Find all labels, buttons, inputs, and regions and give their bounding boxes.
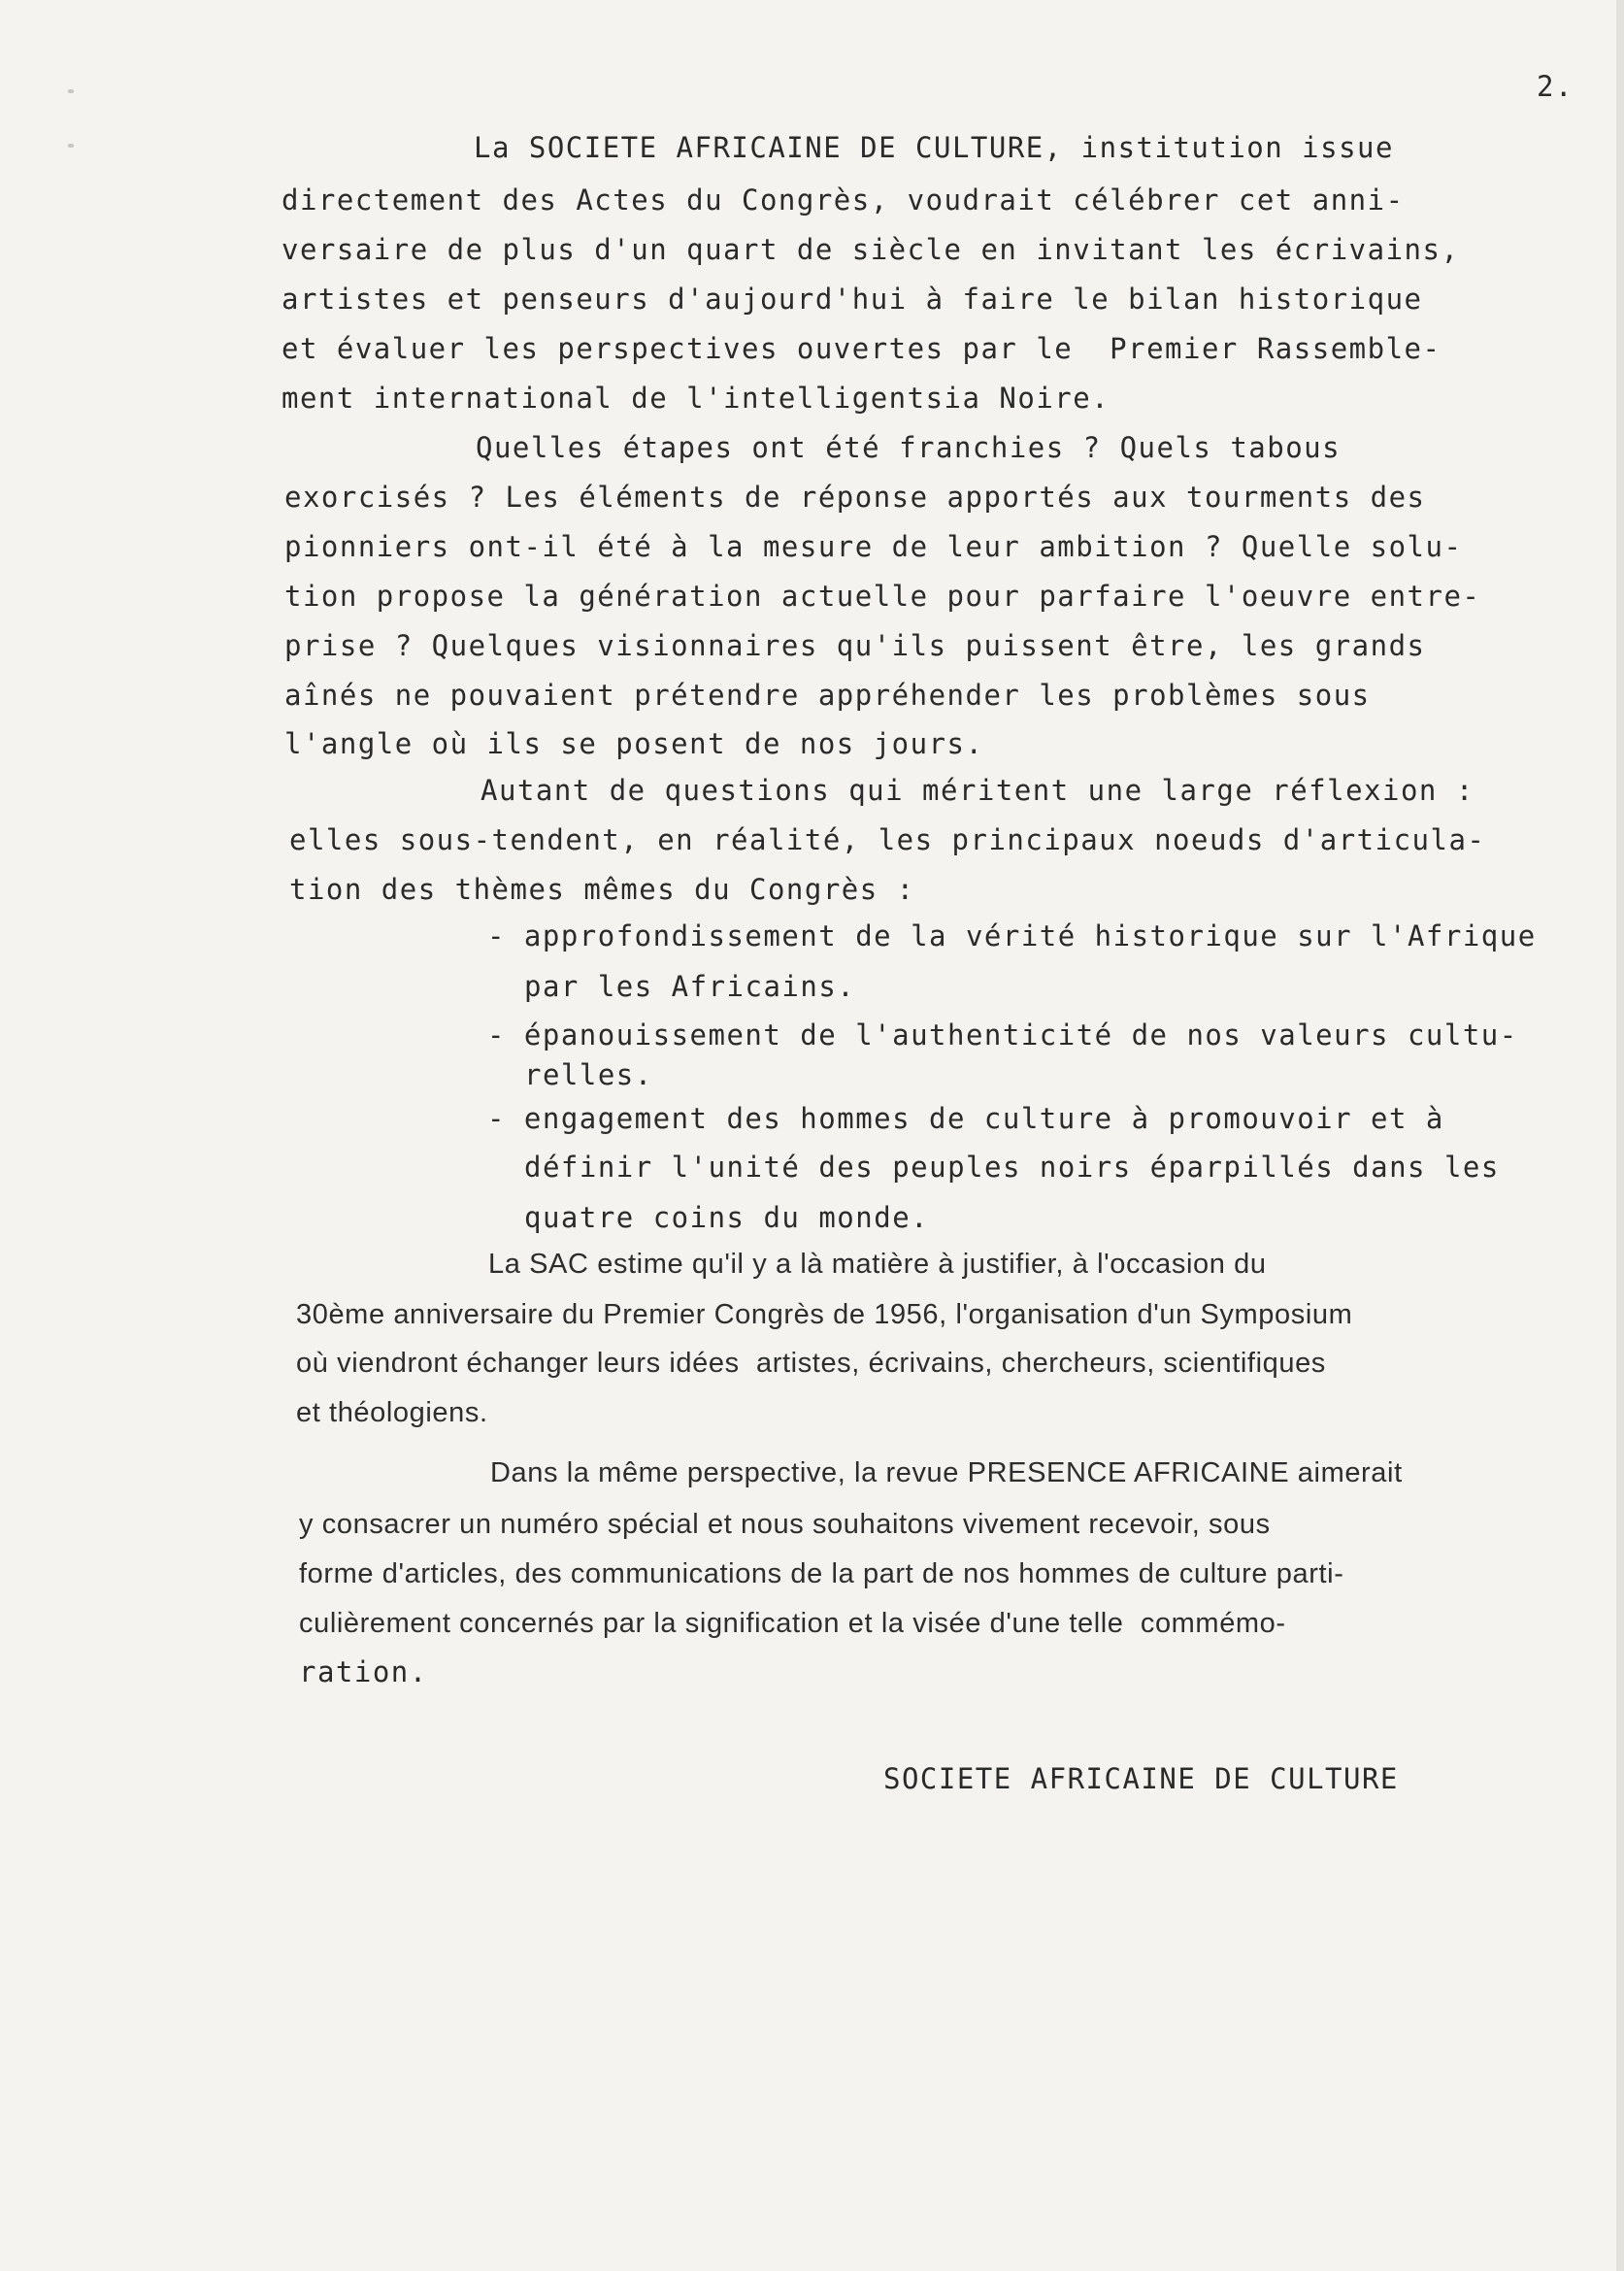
list-item-line: définir l'unité des peuples noirs éparpillés dans les [524,1151,1500,1184]
list-item-line: - engagement des hommes de culture à promouvoir et à [487,1102,1444,1135]
paragraph-2-line: aînés ne pouvaient prétendre appréhender les problèmes sous [284,679,1371,712]
paragraph-3-line: tion des thèmes mêmes du Congrès : [289,873,915,906]
paragraph-2-line: Quelles étapes ont été franchies ? Quels tabous [476,431,1342,464]
paragraph-1-line: La SOCIETE AFRICAINE DE CULTURE, institution issue [474,131,1394,164]
list-item-line: - épanouissement de l'authenticité de nos valeurs cultu- [487,1019,1518,1052]
sac-paragraph-line: et théologiens. [296,1397,488,1428]
signature-organisation: SOCIETE AFRICAINE DE CULTURE [883,1762,1399,1795]
sac-paragraph-line: 30ème anniversaire du Premier Congrès de 1956, l'organisation d'un Symposium [296,1299,1353,1330]
list-item-line: par les Africains. [524,970,856,1003]
list-item-line: quatre coins du monde. [524,1201,930,1234]
paragraph-1-line: directement des Actes du Congrès, voudrait célébrer cet anni- [282,184,1405,217]
revue-paragraph-line: Dans la même perspective, la revue PRESENCE AFRICAINE aimerait [490,1457,1403,1488]
margin-speck [68,144,74,148]
revue-paragraph-line: ration. [299,1655,428,1688]
revue-paragraph-line: culièrement concernés par la signification et la visée d'une telle commémo- [299,1608,1286,1639]
paragraph-3-line: Autant de questions qui méritent une large réflexion : [481,774,1475,807]
paragraph-2-line: l'angle où ils se posent de nos jours. [284,727,984,760]
paragraph-1-line: ment international de l'intelligentsia Noire. [282,382,1110,415]
paragraph-2-line: exorcisés ? Les éléments de réponse apportés aux tourments des [284,481,1426,514]
paragraph-3-line: elles sous-tendent, en réalité, les principaux noeuds d'articula- [289,823,1486,856]
list-item-line: relles. [524,1058,653,1091]
margin-speck [68,89,74,93]
revue-paragraph-line: forme d'articles, des communications de la part de nos hommes de culture parti- [299,1558,1344,1589]
paragraph-2-line: tion propose la génération actuelle pour parfaire l'oeuvre entre- [284,580,1481,613]
sac-paragraph-line: où viendront échanger leurs idées artistes, écrivains, chercheurs, scientifiques [296,1348,1326,1379]
sac-paragraph-line: La SAC estime qu'il y a là matière à justifier, à l'occasion du [488,1249,1267,1280]
paragraph-2-line: prise ? Quelques visionnaires qu'ils puissent être, les grands [284,629,1426,662]
list-item-line: - approfondissement de la vérité historique sur l'Afrique [487,919,1537,952]
paragraph-2-line: pionniers ont-il été à la mesure de leur ambition ? Quelle solu- [284,530,1463,563]
page-number: 2. [1537,70,1574,103]
paragraph-1-line: artistes et penseurs d'aujourd'hui à faire le bilan historique [282,283,1423,316]
paragraph-1-line: et évaluer les perspectives ouvertes par le Premier Rassemble- [282,332,1442,365]
revue-paragraph-line: y consacrer un numéro spécial et nous souhaitons vivement recevoir, sous [299,1509,1271,1540]
paragraph-1-line: versaire de plus d'un quart de siècle en invitant les écrivains, [282,233,1460,266]
